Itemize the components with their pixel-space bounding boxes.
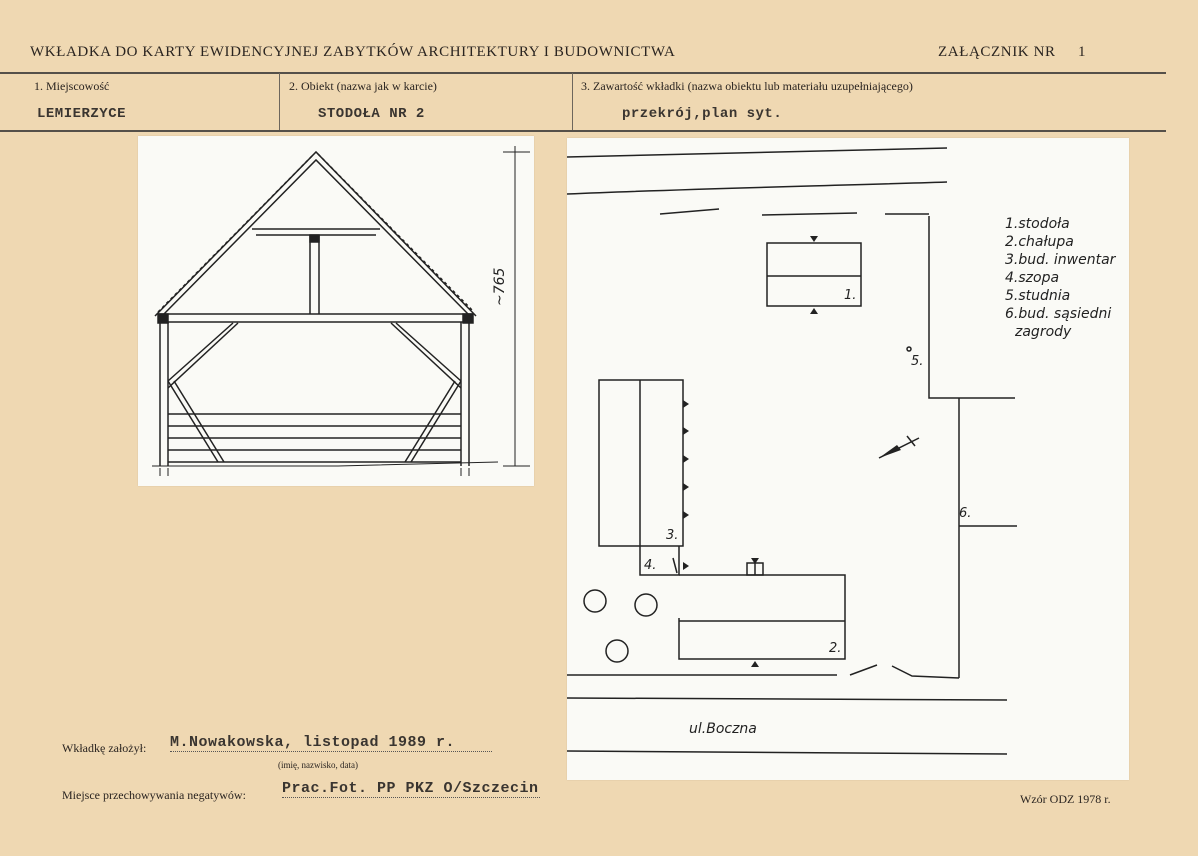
plan-number-2: 2. [829, 641, 842, 656]
field-label-object: 2. Obiekt (nazwa jak w karcie) [289, 79, 437, 93]
section-drawing-photo [138, 136, 534, 486]
field-label-content: 3. Zawartość wkładki (nazwa obiektu lub materiału uzupełniającego) [581, 79, 913, 93]
legend-item-4: 4.szopa [1005, 270, 1060, 286]
height-dimension-label: ~765 [492, 267, 508, 306]
storage-label: Miejsce przechowywania negatywów: [62, 788, 246, 802]
field-value-object: STODOŁA NR 2 [318, 106, 425, 122]
creator-hint: (imię, nazwisko, data) [278, 760, 358, 770]
legend-item-1: 1.stodoła [1005, 216, 1070, 232]
plan-number-5: 5. [911, 354, 924, 369]
header-rule-bottom [0, 130, 1166, 132]
legend-item-6: 6.bud. sąsiedni [1005, 306, 1112, 322]
header-rule-top [0, 72, 1166, 74]
creator-label: Wkładkę założył: [62, 741, 147, 755]
legend-item-3: 3.bud. inwentar [1005, 252, 1116, 268]
legend-item-2: 2.chałupa [1005, 234, 1074, 250]
attachment-number: 1 [1078, 44, 1086, 60]
storage-value: Prac.Fot. PP PKZ O/Szczecin [282, 780, 539, 797]
legend-item-6-cont: zagrody [1015, 324, 1072, 340]
barn-section-drawing [138, 136, 534, 486]
plan-number-1: 1. [844, 288, 857, 303]
site-plan-photo [567, 138, 1129, 780]
attachment-label: ZAŁĄCZNIK NR [938, 44, 1056, 60]
form-code: Wzór ODZ 1978 r. [1020, 792, 1111, 806]
legend-item-5: 5.studnia [1005, 288, 1071, 304]
plan-number-3: 3. [666, 528, 679, 543]
field-divider-2 [572, 73, 573, 130]
field-value-locality: LEMIERZYCE [37, 106, 127, 122]
plan-number-6: 6. [959, 506, 972, 521]
plan-number-4: 4. [644, 558, 657, 573]
field-label-locality: 1. Miejscowość [34, 79, 110, 93]
field-divider-1 [279, 73, 280, 130]
street-label: ul.Boczna [689, 721, 757, 737]
field-value-content: przekrój,plan syt. [622, 106, 783, 122]
form-title: WKŁADKA DO KARTY EWIDENCYJNEJ ZABYTKÓW ARCHITEKTURY I BUDOWNICTWA [30, 44, 676, 60]
creator-value: M.Nowakowska, listopad 1989 r. [170, 734, 492, 752]
